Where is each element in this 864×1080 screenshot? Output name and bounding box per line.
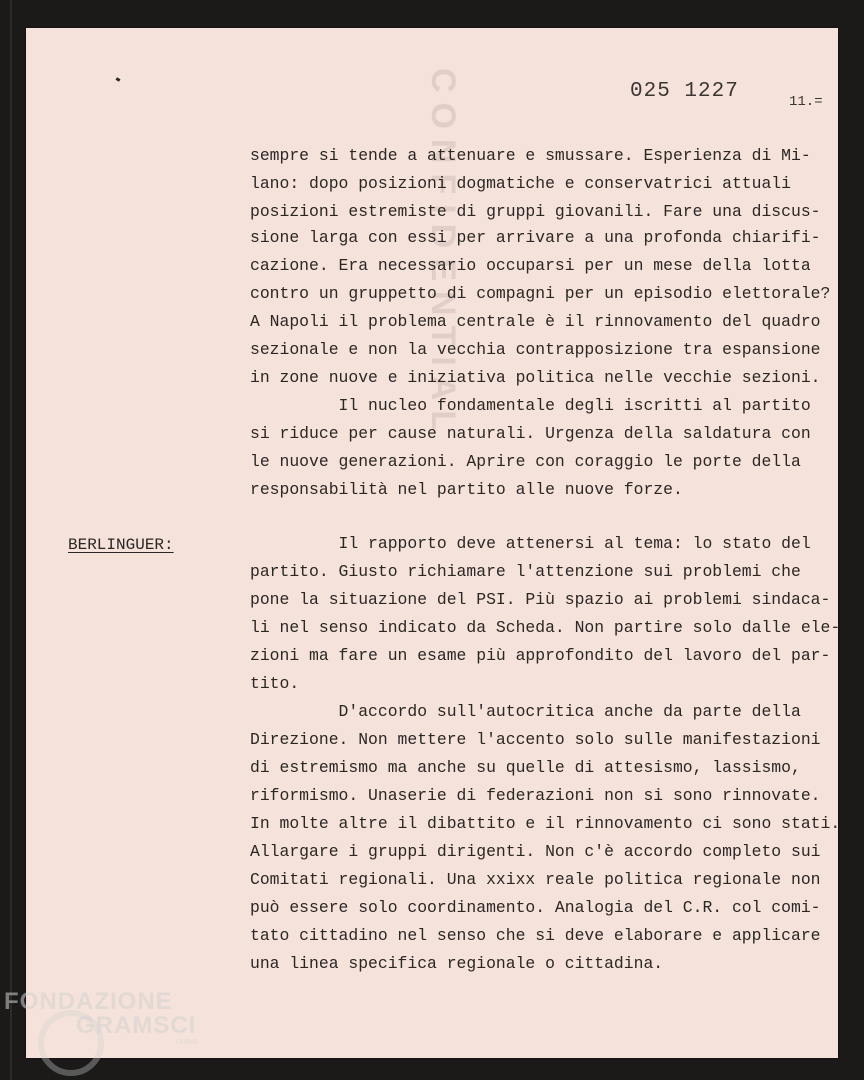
text-line: responsabilità nel partito alle nuove forze. [250,480,683,499]
text-line: sempre si tende a attenuare e smussare. Esperienza di Mi- [250,146,811,165]
text-line: posizioni estremiste di gruppi giovanili. Fare una discus- [250,202,821,221]
archive-number: 025 1227 [630,80,739,103]
text-line: le nuove generazioni. Aprire con coraggio le porte della [250,452,801,471]
text-line: riformismo. Unaserie di federazioni non si sono rinnovate. [250,786,821,805]
text-line: può essere solo coordinamento. Analogia del C.R. col comi- [250,898,821,917]
text-line: zioni ma fare un esame più approfondito del lavoro del par- [250,646,831,665]
ink-speck [116,77,121,82]
text-line: contro un gruppetto di compagni per un episodio elettorale? [250,284,831,303]
text-line: partito. Giusto richiamare l'attenzione sui problemi che [250,562,801,581]
text-line: lano: dopo posizioni dogmatiche e conservatrici attuali [250,174,791,193]
text-line: cazione. Era necessario occuparsi per un mese della lotta [250,256,811,275]
text-line: li nel senso indicato da Scheda. Non partire solo dalle ele- [250,618,841,637]
text-line: A Napoli il problema centrale è il rinnovamento del quadro [250,312,821,331]
text-line: D'accordo sull'autocritica anche da parte della [250,702,801,721]
text-line: si riduce per cause naturali. Urgenza della saldatura con [250,424,811,443]
text-line: sezionale e non la vecchia contrapposizione tra espansione [250,340,821,359]
text-line: una linea specifica regionale o cittadina. [250,954,664,973]
text-line: In molte altre il dibattito e il rinnovamento ci sono stati. [250,814,841,833]
watermark: CONFIDENTIAL [424,68,462,442]
scan-edge [10,0,12,1080]
text-line: sione larga con essi per arrivare a una profonda chiarifi- [250,228,821,247]
speaker-label: BERLINGUER: [68,536,174,554]
text-line: Direzione. Non mettere l'accento solo sulle manifestazioni [250,730,821,749]
text-line: Il nucleo fondamentale degli iscritti al partito [250,396,811,415]
text-line: in zone nuove e iniziativa politica nelle vecchie sezioni. [250,368,821,387]
text-line: Allargare i gruppi dirigenti. Non c'è accordo completo sui [250,842,821,861]
text-line: di estremismo ma anche su quelle di attesismo, lassismo, [250,758,801,777]
text-line: pone la situazione del PSI. Più spazio ai problemi sindaca- [250,590,831,609]
text-line: tito. [250,674,300,693]
text-line: tato cittadino nel senso che si deve elaborare e applicare [250,926,821,945]
foundation-logo: FONDAZIONE GRAMSCI onlus [4,988,198,1046]
text-line: Comitati regionali. Una xxixx reale politica regionale non [250,870,821,889]
page-number: 11.= [789,94,823,110]
text-line: Il rapporto deve attenersi al tema: lo stato del [250,534,811,553]
